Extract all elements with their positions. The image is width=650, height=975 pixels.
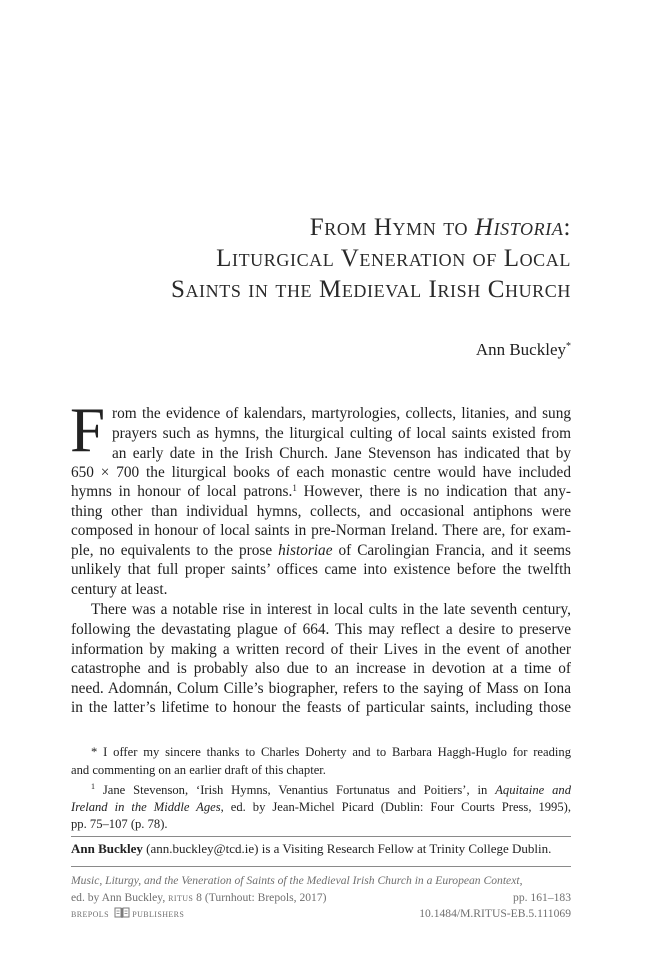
author-email[interactable]: (ann.buckley@tcd.ie)	[142, 841, 259, 856]
footnote-ref-1[interactable]: 1	[292, 483, 297, 493]
paragraph-1-line: thing other than individual hymns, collects, and occasional antiphons were	[71, 503, 571, 520]
paragraph-1-line: composed in honour of local saints in pre-Norman Ireland. There are, for exam-	[71, 522, 571, 539]
footnote-1-mark: 1	[91, 782, 95, 791]
author-footnote-mark[interactable]: *	[566, 341, 571, 352]
title-line-1: From Hymn to Historia:	[309, 214, 571, 241]
paragraph-2-line: catastrophe and is probably also due to an increase in devotion at a time of	[71, 660, 571, 677]
paragraph-2-line: need. Adomnán, Colum Cille’s biographer, refers to the saying of Mass on Iona	[71, 680, 571, 697]
footnote-star-mark: *	[91, 745, 98, 759]
book-editor-line: ed. by Ann Buckley, ritus 8 (Turnhout: Brepols, 2017) pp. 161–183	[71, 891, 571, 904]
chapter-title	[40, 212, 571, 305]
book-icon	[114, 907, 130, 919]
paragraph-2-line: in the latter’s lifetime to honour the feasts of particular saints, including those	[71, 699, 571, 716]
paragraph-1-line: hymns in honour of local patrons.$^1$ However, there is no indication that any-	[71, 483, 571, 500]
paragraph-1-line: an early date in the Irish Church. Jane Stevenson has indicated that by	[112, 445, 571, 462]
footnote-1-line: pp. 75–107 (p. 78).	[71, 817, 168, 831]
page-range: pp. 161–183	[513, 891, 571, 904]
paragraph-1-line: 650 × 700 the liturgical books of each monastic centre would have included	[71, 464, 571, 481]
paragraph-1-line: prayers such as hymns, the liturgical culting of local saints existed from	[112, 425, 571, 442]
divider	[71, 836, 571, 837]
publisher-line	[71, 907, 571, 920]
paragraph-1-line: unlikely that full proper saints’ offices came into existence before the twelfth	[71, 561, 571, 578]
footnote-star-line: * I offer my sincere thanks to Charles Doherty and to Barbara Haggh-Huglo for reading	[91, 745, 571, 759]
author-name: Ann Buckley*	[475, 340, 571, 359]
book-title-line: Music, Liturgy, and the Veneration of Saints of the Medieval Irish Church in a European Context,	[71, 874, 523, 887]
footnote-1-line: Ireland in the Middle Ages, ed. by Jean-Michel Picard (Dublin: Four Courts Press, 1995),	[71, 800, 571, 814]
author-bio: Ann Buckley (ann.buckley@tcd.ie) is a Visiting Research Fellow at Trinity College Dublin.	[71, 841, 552, 856]
footnote-1-line: $^1$ Jane Stevenson, ‘Irish Hymns, Venantius Fortunatus and Poitiers’, in Aquitaine and	[91, 782, 571, 797]
footnote-star-line: and commenting on an earlier draft of this chapter.	[71, 763, 326, 777]
paragraph-2-line: information by making a written record of their Lives in the event of another	[71, 641, 571, 658]
paragraph-1-line: ple, no equivalents to the prose historiae of Carolingian Francia, and it seems	[71, 542, 571, 559]
paragraph-2-line: following the devastating plague of 664. This may reflect a desire to preserve	[71, 621, 571, 638]
paragraph-2-line: There was a notable rise in interest in local cults in the late seventh century,	[91, 601, 571, 618]
paragraph-1-line: rom the evidence of kalendars, martyrologies, collects, litanies, and sung	[112, 405, 571, 422]
paragraph-1-line: century at least.	[71, 581, 168, 598]
title-line-2: Liturgical Veneration of Local	[216, 245, 571, 272]
drop-cap: F	[70, 395, 106, 465]
title-line-3: Saints in the Medieval Irish Church	[170, 276, 571, 303]
doi[interactable]: 10.1484/M.RITUS-EB.5.111069	[419, 907, 571, 920]
publisher-name: brepols publishers	[71, 907, 185, 920]
divider	[71, 866, 571, 867]
